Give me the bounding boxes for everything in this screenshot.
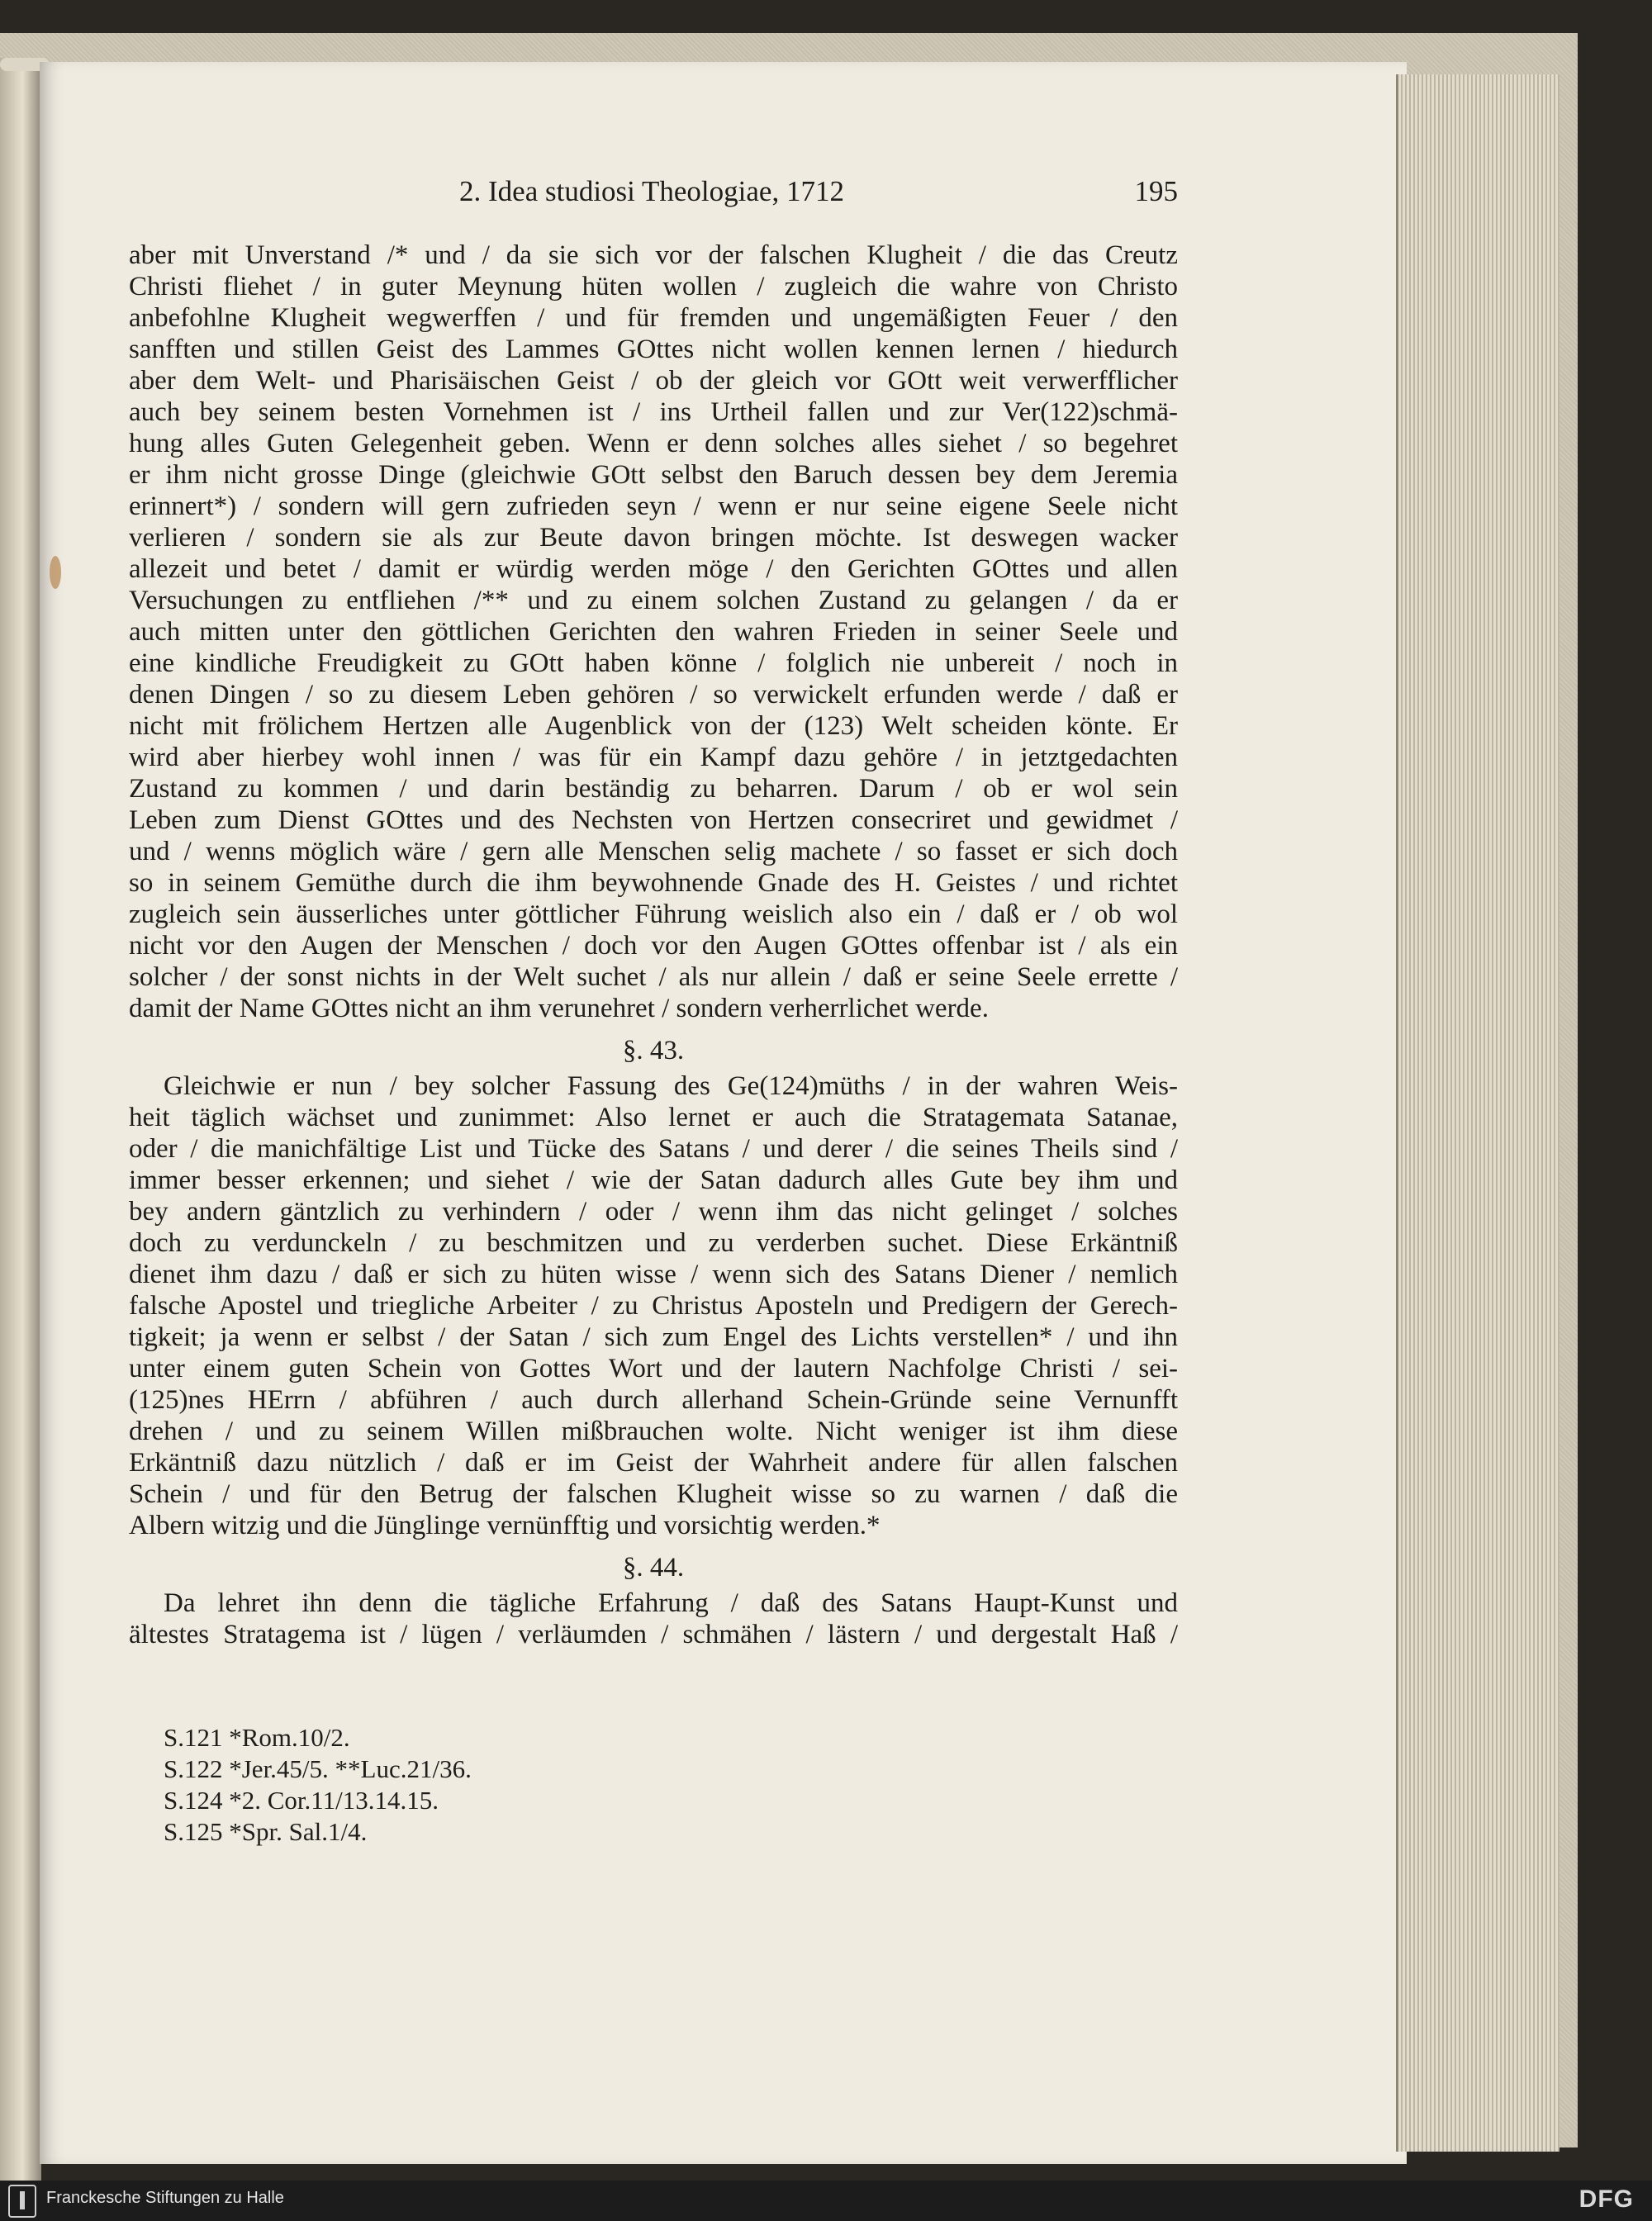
text-line: bey andern gäntzlich zu verhindern / oder / wenn ihm das nicht gelinget / solches [129, 1197, 1178, 1227]
text-line: tigkeit; ja wenn er selbst / der Satan / sich zum Engel des Lichts verstellen* / und ihn [129, 1322, 1178, 1352]
text-line: anbefohlne Klugheit wegwerffen / und für fremden und ungemäßigten Feuer / den [129, 303, 1178, 333]
text-line: immer besser erkennen; und siehet / wie der Satan dadurch alles Gute bey ihm und [129, 1165, 1178, 1195]
text-line: ältestes Stratagema ist / lügen / verläumden / schmähen / lästern / und dergestalt Haß / [129, 1620, 1178, 1649]
footnote: S.122 *Jer.45/5. **Luc.21/36. [164, 1754, 472, 1783]
text-line: oder / die manichfältige List und Tücke des Satans / und derer / die seines Theils sind / [129, 1134, 1178, 1164]
left-page-edge [0, 58, 41, 2181]
section-heading-44: §. 44. [622, 1553, 685, 1583]
text-line: zugleich sein äusserliches unter göttlicher Führung weislich also ein / daß er / ob wol [129, 899, 1178, 929]
text-line: Versuchungen zu entfliehen /** und zu einem solchen Zustand zu gelangen / da er [129, 586, 1178, 615]
text-line: aber mit Unverstand /* und / da sie sich vor der falschen Klugheit / die das Creutz [129, 240, 1178, 270]
paragraph [129, 1070, 1178, 1541]
text-line: und / wenns möglich wäre / gern alle Menschen selig machete / so fasset er sich doch [129, 837, 1178, 866]
institution-name: Franckesche Stiftungen zu Halle [46, 2189, 284, 2207]
text-line: Christi fliehet / in guter Meynung hüten wollen / zugleich die wahre von Christo [129, 272, 1178, 301]
running-title: 2. Idea studiosi Theologiae, 1712 [459, 175, 844, 207]
text-line: er ihm nicht grosse Dinge (gleichwie GOtt selbst den Baruch dessen bey dem Jeremia [129, 460, 1178, 490]
text-line: Erkäntniß dazu nützlich / daß er im Geist der Wahrheit andere für allen falschen [129, 1448, 1178, 1478]
text-line: denen Dingen / so zu diesem Leben gehören / so verwickelt erfunden werde / daß er [129, 680, 1178, 709]
text-line: sanfften und stillen Geist des Lammes GOttes nicht wollen kennen lernen / hiedurch [129, 335, 1178, 364]
running-head [129, 175, 1178, 216]
text-line: Zustand zu kommen / und darin beständig zu beharren. Darum / ob er wol sein [129, 774, 1178, 804]
text-line: (125)nes HErrn / abführen / auch durch allerhand Schein-Gründe seine Vernunfft [129, 1385, 1178, 1415]
text-line: so in seinem Gemüthe durch die ihm beywohnende Gnade des H. Geistes / und richtet [129, 868, 1178, 898]
text-line: falsche Apostel und triegliche Arbeiter / zu Christus Aposteln und Predigern der Gerech- [129, 1291, 1178, 1321]
paragraph [129, 1587, 1178, 1650]
stain-mark [50, 556, 61, 589]
text-line: hung alles Guten Gelegenheit geben. Wenn er denn solches alles siehet / so begehret [129, 429, 1178, 458]
text-line: Leben zum Dienst GOttes und des Nechsten von Hertzen consecriret und gewidmet / [129, 805, 1178, 835]
page-edges [1396, 74, 1559, 2152]
text-line: dienet ihm dazu / daß er sich zu hüten wisse / wenn sich des Satans Diener / nemlich [129, 1260, 1178, 1289]
text-line: nicht vor den Augen der Menschen / doch vor den Augen GOttes offenbar ist / als ein [129, 931, 1178, 961]
text-line: auch mitten unter den göttlichen Gerichten den wahren Frieden in seiner Seele und [129, 617, 1178, 647]
page-number: 195 [1134, 175, 1178, 207]
footnote: S.121 *Rom.10/2. [164, 1723, 350, 1752]
institution-logo-icon [8, 2185, 36, 2218]
text-line: unter einem guten Schein von Gottes Wort und der lautern Nachfolge Christi / sei- [129, 1354, 1178, 1383]
footnote: S.124 *2. Cor.11/13.14.15. [164, 1786, 439, 1815]
text-line: Albern witzig und die Jünglinge vernünfftig und vorsichtig werden.* [129, 1511, 881, 1540]
text-line: nicht mit frölichem Hertzen alle Augenblick von der (123) Welt scheiden könte. Er [129, 711, 1178, 741]
text-line: Schein / und für den Betrug der falschen Klugheit wisse so zu warnen / daß die [129, 1479, 1178, 1509]
dfg-logo: DFG [1578, 2185, 1634, 2213]
text-line: drehen / und zu seinem Willen mißbrauchen wolte. Nicht weniger ist ihm diese [129, 1417, 1178, 1446]
text-line: erinnert*) / sondern will gern zufrieden seyn / wenn er nur seine eigene Seele nicht [129, 491, 1178, 521]
footnotes [164, 1722, 907, 1848]
text-line: allezeit und betet / damit er würdig werden möge / den Gerichten GOttes und allen [129, 554, 1178, 584]
text-line: eine kindliche Freudigkeit zu GOtt haben könne / folglich nie unbereit / noch in [129, 648, 1178, 678]
text-line: verlieren / sondern sie als zur Beute davon bringen möchte. Ist deswegen wacker [129, 523, 1178, 553]
text-line: aber dem Welt- und Pharisäischen Geist / ob der gleich vor GOtt weit verwerfflicher [129, 366, 1178, 396]
text-line: damit der Name GOttes nicht an ihm verunehret / sondern verherrlichet werde. [129, 994, 989, 1023]
text-line: solcher / der sonst nichts in der Welt suchet / als nur allein / daß er seine Seele errette / [129, 962, 1178, 992]
text-line: auch bey seinem besten Vornehmen ist / ins Urtheil fallen und zur Ver(122)schmä- [129, 397, 1178, 427]
text-line: Da lehret ihn denn die tägliche Erfahrung / daß des Satans Haupt-Kunst und [164, 1588, 1178, 1618]
text-line: doch zu verdunckeln / zu beschmitzen und zu verderben suchet. Diese Erkäntniß [129, 1228, 1178, 1258]
text-line: wird aber hierbey wohl innen / was für ein Kampf dazu gehöre / in jetztgedachten [129, 743, 1178, 772]
text-line: heit täglich wächset und zunimmet: Also lernet er auch die Stratagemata Satanae, [129, 1103, 1178, 1132]
section-heading-43: §. 43. [622, 1036, 685, 1065]
footnote: S.125 *Spr. Sal.1/4. [164, 1817, 368, 1846]
paragraph [129, 240, 1178, 1024]
body-text [129, 240, 1178, 1650]
text-line: Gleichwie er nun / bey solcher Fassung des Ge(124)müths / in der wahren Weis- [164, 1071, 1178, 1101]
